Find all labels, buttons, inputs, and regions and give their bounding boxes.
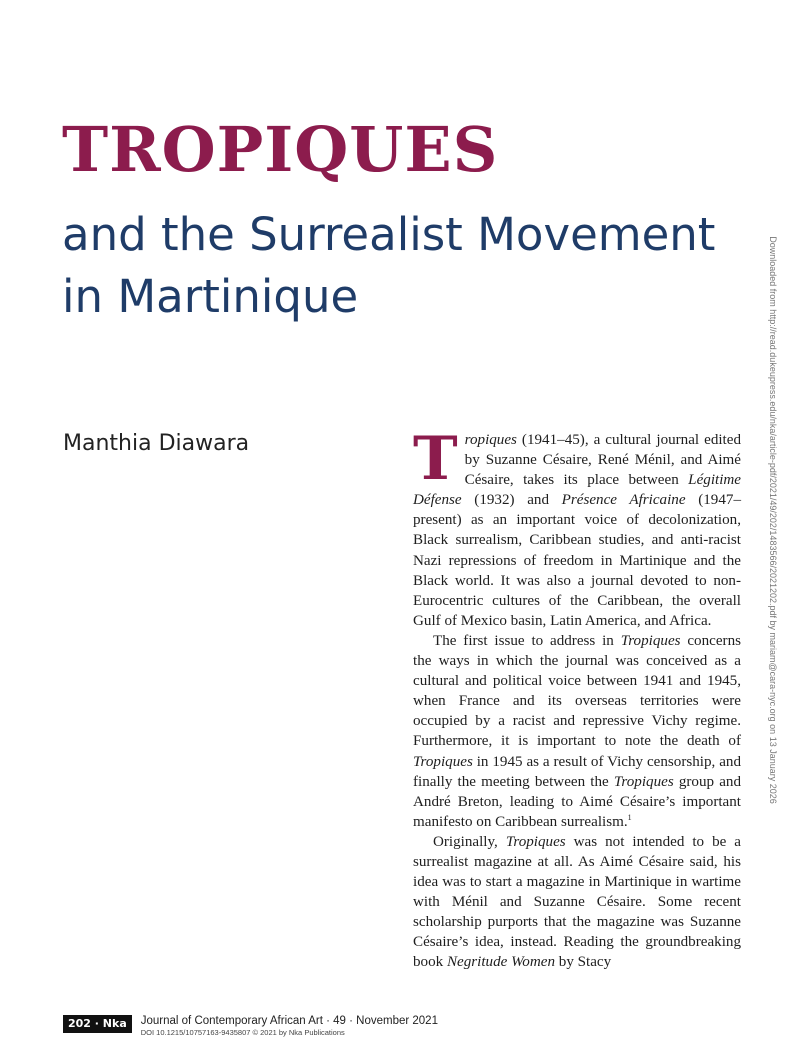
paragraph-1: Tropiques (1941–45), a cultural journal edited by Suzanne Césaire, René Ménil, and Aimé Césaire, takes its place between Légitime Défense (1932) and Présence Africaine (1947–present) as an important voice of decolonization, Black surrealism, Caribbean studies, and anti-racist Nazi repressions of freedom in Martinique and the Black world. It was also a journal devoted to non-Eurocentric cultures of the Caribbean, the overall Gulf of Mexico basin, Latin America, and Africa. (413, 424, 741, 629)
paragraph-3: Originally, Tropiques was not intended to be a surrealist magazine at all. As Aimé Césaire said, his idea was to start a magazine in Martinique in wartime with Ménil and Suzanne Césaire. Some recent scholarship purports that the magazine was Suzanne Césaire’s idea, instead. Reading the groundbreaking book Negritude Women by Stacy (413, 833, 742, 971)
footer-text (141, 1014, 438, 1038)
italic-text: Tropiques (620, 632, 681, 649)
author-name: Manthia Diawara (63, 431, 250, 456)
page-number-badge: 202 · Nka (63, 1015, 132, 1033)
italic-text: Tropiques (613, 773, 674, 790)
journal-citation: Journal of Contemporary African Art · 49 · November 2021 (140, 1015, 438, 1027)
italic-text: ropiques (464, 432, 517, 448)
download-notice-text: Downloaded from http://read.dukeupress.edu/nka/article-pdf/2021/49/202/1483566/2021202.pdf by mariam@cara-nyc.org on 13 January 2026 (768, 236, 778, 804)
doi-line: DOI 10.1215/10757163-9435807 © 2021 by Nka Publications (140, 1028, 345, 1037)
drop-cap: T (413, 424, 458, 494)
italic-text: Tropiques (413, 753, 473, 770)
italic-text: Tropiques (505, 833, 566, 850)
download-notice (768, 236, 778, 804)
italic-text: Légitime Défense (413, 472, 741, 509)
article-body (413, 424, 742, 973)
footnote-ref: 1 (627, 812, 632, 822)
italic-text: Présence Africaine (561, 492, 686, 509)
article-title: TROPIQUES (62, 113, 499, 186)
page-footer (63, 1014, 438, 1038)
italic-text: Negritude Women (446, 954, 555, 971)
paragraph-2: The first issue to address in Tropiques concerns the ways in which the journal was conceived as a cultural and political voice between 1941 and 1945, when France and its overseas territories were occupied by a racist and repressive Vichy regime. Furthermore, it is important to note the death of Tropiques in 1945 as a result of Vichy censorship, and finally the meeting between the Tropiques group and André Breton, leading to Aimé Césaire’s important manifesto on Caribbean surrealism.$^1$ (413, 632, 741, 830)
article-subtitle: and the Surrealist Movement in Martinique (62, 208, 716, 323)
